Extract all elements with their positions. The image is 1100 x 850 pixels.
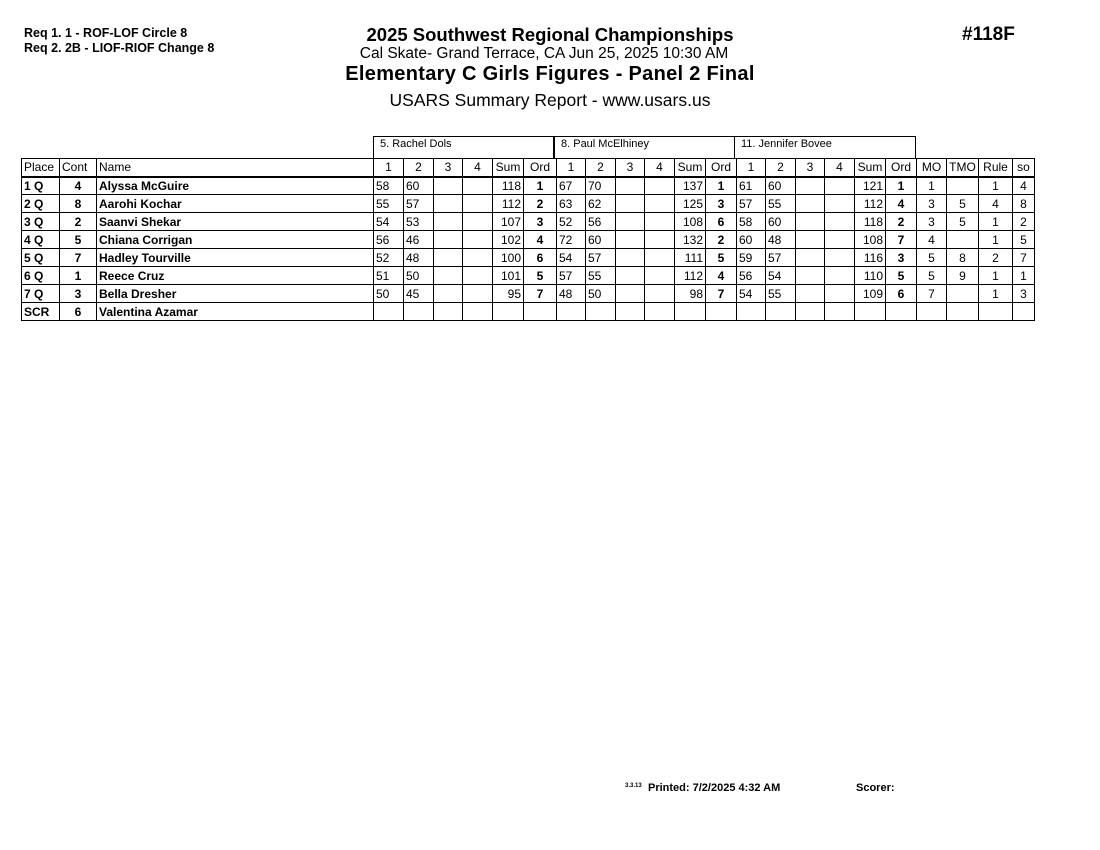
judge-3-sum-cell: 109: [855, 285, 886, 303]
judge-2-score-2-cell: 60: [586, 231, 616, 249]
skater-name-cell: Aarohi Kochar: [97, 195, 374, 213]
place-cell: 5 Q: [22, 249, 60, 267]
tmo-cell: 5: [947, 195, 979, 213]
contestant-number-cell: 1: [60, 267, 97, 285]
skater-name-cell: Chiana Corrigan: [97, 231, 374, 249]
judge-1-ordinal-cell: 2: [524, 195, 557, 213]
place-cell: 7 Q: [22, 285, 60, 303]
so-cell: 3: [1013, 285, 1035, 303]
judge-3-score-3-cell: [796, 195, 825, 213]
judge-1-score-2-cell: 46: [404, 231, 434, 249]
judge-1-score-4-cell: [463, 177, 493, 195]
judge-3-sum-cell: 121: [855, 177, 886, 195]
judge-1-score-4-cell: [463, 195, 493, 213]
col-j3-ord: Ord: [886, 159, 917, 177]
col-j3-s3: 3: [796, 159, 825, 177]
judge-3-score-4-cell: [825, 303, 855, 321]
judge-3-score-2-cell: 60: [766, 213, 796, 231]
so-cell: 2: [1013, 213, 1035, 231]
col-j1-s2: 2: [404, 159, 434, 177]
rule-cell: 1: [979, 177, 1013, 195]
judge-1-score-3-cell: [434, 177, 463, 195]
tmo-cell: [947, 303, 979, 321]
judge-1-ordinal-cell: 6: [524, 249, 557, 267]
printed-timestamp: Printed: 7/2/2025 4:32 AM: [648, 782, 781, 794]
judge-1-score-3-cell: [434, 213, 463, 231]
mo-cell: 7: [917, 285, 947, 303]
rule-cell: 2: [979, 249, 1013, 267]
judge-3-score-2-cell: 55: [766, 285, 796, 303]
judge-3-score-3-cell: [796, 249, 825, 267]
event-number: #118F: [962, 24, 1015, 45]
rule-cell: 1: [979, 285, 1013, 303]
judge-2-score-4-cell: [645, 213, 675, 231]
requirement-2: Req 2. 2B - LIOF-RIOF Change 8: [24, 41, 215, 55]
judge-1-ordinal-cell: [524, 303, 557, 321]
table-row: [22, 231, 1035, 249]
col-j2-sum: Sum: [675, 159, 706, 177]
mo-cell: 4: [917, 231, 947, 249]
event-title: Elementary C Girls Figures - Panel 2 Final: [345, 63, 755, 85]
judge-3-ordinal-cell: 4: [886, 195, 917, 213]
skater-name-cell: Saanvi Shekar: [97, 213, 374, 231]
judge-3-name: 11. Jennifer Bovee: [734, 136, 916, 158]
col-j3-s1: 1: [737, 159, 766, 177]
judge-2-sum-cell: 98: [675, 285, 706, 303]
col-j3-s2: 2: [766, 159, 796, 177]
judge-2-score-2-cell: 70: [586, 177, 616, 195]
col-j2-s4: 4: [645, 159, 675, 177]
judge-1-score-2-cell: 53: [404, 213, 434, 231]
judge-2-score-1-cell: 57: [557, 267, 586, 285]
judge-3-sum-cell: 116: [855, 249, 886, 267]
col-j1-s1: 1: [374, 159, 404, 177]
judge-2-score-2-cell: 57: [586, 249, 616, 267]
judge-1-score-1-cell: 54: [374, 213, 404, 231]
judge-1-score-4-cell: [463, 213, 493, 231]
judge-2-sum-cell: 132: [675, 231, 706, 249]
judge-1-sum-cell: 101: [493, 267, 524, 285]
tmo-cell: 8: [947, 249, 979, 267]
judge-1-sum-cell: 107: [493, 213, 524, 231]
table-row: [22, 285, 1035, 303]
col-j2-s3: 3: [616, 159, 645, 177]
judge-1-score-2-cell: [404, 303, 434, 321]
judge-2-score-2-cell: 55: [586, 267, 616, 285]
tmo-cell: [947, 285, 979, 303]
col-j2-s2: 2: [586, 159, 616, 177]
skater-name-cell: Hadley Tourville: [97, 249, 374, 267]
judge-3-score-4-cell: [825, 213, 855, 231]
judge-1-score-1-cell: 51: [374, 267, 404, 285]
contestant-number-cell: 6: [60, 303, 97, 321]
judge-2-score-2-cell: [586, 303, 616, 321]
col-j2-s1: 1: [557, 159, 586, 177]
judge-3-score-3-cell: [796, 303, 825, 321]
scorer-label: Scorer:: [856, 782, 895, 794]
col-place: Place: [22, 159, 60, 177]
mo-cell: 3: [917, 213, 947, 231]
so-cell: 4: [1013, 177, 1035, 195]
col-tmo: TMO: [947, 159, 979, 177]
judge-2-sum-cell: 137: [675, 177, 706, 195]
judge-1-sum-cell: 112: [493, 195, 524, 213]
judge-2-score-4-cell: [645, 249, 675, 267]
judge-2-score-1-cell: 72: [557, 231, 586, 249]
judge-1-score-3-cell: [434, 195, 463, 213]
judge-1-score-2-cell: 60: [404, 177, 434, 195]
contestant-number-cell: 7: [60, 249, 97, 267]
judge-2-name: 8. Paul McElhiney: [554, 136, 735, 158]
judge-1-sum-cell: 118: [493, 177, 524, 195]
judge-2-ordinal-cell: [706, 303, 737, 321]
so-cell: [1013, 303, 1035, 321]
mo-cell: 5: [917, 267, 947, 285]
judge-1-score-4-cell: [463, 249, 493, 267]
judge-3-score-1-cell: 57: [737, 195, 766, 213]
judge-3-ordinal-cell: 1: [886, 177, 917, 195]
judge-2-score-4-cell: [645, 285, 675, 303]
judge-3-score-2-cell: [766, 303, 796, 321]
col-so: so: [1013, 159, 1035, 177]
col-j1-s3: 3: [434, 159, 463, 177]
judge-3-score-3-cell: [796, 231, 825, 249]
col-j2-ord: Ord: [706, 159, 737, 177]
mo-cell: 5: [917, 249, 947, 267]
place-cell: 4 Q: [22, 231, 60, 249]
judge-2-score-3-cell: [616, 267, 645, 285]
so-cell: 8: [1013, 195, 1035, 213]
judge-2-score-3-cell: [616, 195, 645, 213]
judge-3-score-2-cell: 55: [766, 195, 796, 213]
judge-1-score-2-cell: 45: [404, 285, 434, 303]
col-cont: Cont: [60, 159, 97, 177]
judge-1-score-3-cell: [434, 303, 463, 321]
so-cell: 5: [1013, 231, 1035, 249]
header-row: [22, 159, 1035, 177]
judge-3-score-4-cell: [825, 195, 855, 213]
judge-2-score-1-cell: [557, 303, 586, 321]
judge-1-score-2-cell: 57: [404, 195, 434, 213]
judge-2-score-4-cell: [645, 177, 675, 195]
judge-1-ordinal-cell: 5: [524, 267, 557, 285]
place-cell: 3 Q: [22, 213, 60, 231]
rule-cell: 1: [979, 231, 1013, 249]
judge-2-score-1-cell: 67: [557, 177, 586, 195]
judge-1-score-3-cell: [434, 231, 463, 249]
col-j1-s4: 4: [463, 159, 493, 177]
judge-3-score-3-cell: [796, 285, 825, 303]
contestant-number-cell: 3: [60, 285, 97, 303]
contestant-number-cell: 4: [60, 177, 97, 195]
judge-2-score-1-cell: 63: [557, 195, 586, 213]
judge-3-score-1-cell: [737, 303, 766, 321]
judge-1-name: 5. Rachel Dols: [373, 136, 554, 158]
judge-3-score-1-cell: 61: [737, 177, 766, 195]
judge-1-score-3-cell: [434, 285, 463, 303]
judge-1-sum-cell: [493, 303, 524, 321]
judge-3-score-4-cell: [825, 285, 855, 303]
judge-1-sum-cell: 95: [493, 285, 524, 303]
judge-2-score-1-cell: 52: [557, 213, 586, 231]
table-row: [22, 249, 1035, 267]
judge-2-sum-cell: 108: [675, 213, 706, 231]
judge-1-score-1-cell: 52: [374, 249, 404, 267]
judge-2-ordinal-cell: 1: [706, 177, 737, 195]
mo-cell: [917, 303, 947, 321]
judge-1-score-1-cell: 50: [374, 285, 404, 303]
col-j3-sum: Sum: [855, 159, 886, 177]
judge-2-ordinal-cell: 2: [706, 231, 737, 249]
judge-2-sum-cell: 112: [675, 267, 706, 285]
judge-1-score-4-cell: [463, 303, 493, 321]
requirement-1: Req 1. 1 - ROF-LOF Circle 8: [24, 26, 188, 40]
judge-3-sum-cell: 110: [855, 267, 886, 285]
judge-1-score-3-cell: [434, 267, 463, 285]
judge-3-score-3-cell: [796, 267, 825, 285]
judge-2-score-1-cell: 48: [557, 285, 586, 303]
judge-1-score-1-cell: [374, 303, 404, 321]
skater-name-cell: Reece Cruz: [97, 267, 374, 285]
contestant-number-cell: 5: [60, 231, 97, 249]
judge-3-ordinal-cell: 3: [886, 249, 917, 267]
judge-2-sum-cell: 125: [675, 195, 706, 213]
judge-2-score-4-cell: [645, 231, 675, 249]
judge-3-ordinal-cell: 6: [886, 285, 917, 303]
col-j1-ord: Ord: [524, 159, 557, 177]
place-cell: SCR: [22, 303, 60, 321]
judge-1-ordinal-cell: 4: [524, 231, 557, 249]
judge-2-score-3-cell: [616, 249, 645, 267]
table-row: [22, 213, 1035, 231]
place-cell: 2 Q: [22, 195, 60, 213]
judge-3-sum-cell: 112: [855, 195, 886, 213]
results-table: [21, 158, 1035, 321]
col-j3-s4: 4: [825, 159, 855, 177]
judge-2-score-3-cell: [616, 231, 645, 249]
judge-3-score-1-cell: 60: [737, 231, 766, 249]
table-row: [22, 177, 1035, 195]
so-cell: 7: [1013, 249, 1035, 267]
tmo-cell: 5: [947, 213, 979, 231]
judge-1-score-4-cell: [463, 231, 493, 249]
mo-cell: 3: [917, 195, 947, 213]
judge-1-ordinal-cell: 7: [524, 285, 557, 303]
col-mo: MO: [917, 159, 947, 177]
judge-2-ordinal-cell: 4: [706, 267, 737, 285]
judge-3-ordinal-cell: [886, 303, 917, 321]
judge-3-score-1-cell: 58: [737, 213, 766, 231]
judge-3-score-3-cell: [796, 177, 825, 195]
judge-3-score-1-cell: 59: [737, 249, 766, 267]
place-cell: 6 Q: [22, 267, 60, 285]
judge-3-score-2-cell: 60: [766, 177, 796, 195]
contestant-number-cell: 8: [60, 195, 97, 213]
competition-title: 2025 Southwest Regional Championships: [366, 24, 734, 45]
judge-2-score-2-cell: 62: [586, 195, 616, 213]
tmo-cell: [947, 177, 979, 195]
judge-1-score-2-cell: 50: [404, 267, 434, 285]
judge-2-score-2-cell: 50: [586, 285, 616, 303]
judge-1-score-4-cell: [463, 267, 493, 285]
so-cell: 1: [1013, 267, 1035, 285]
rule-cell: 4: [979, 195, 1013, 213]
tmo-cell: 9: [947, 267, 979, 285]
judge-3-score-3-cell: [796, 213, 825, 231]
judge-3-ordinal-cell: 2: [886, 213, 917, 231]
judge-3-sum-cell: [855, 303, 886, 321]
judge-3-score-4-cell: [825, 267, 855, 285]
judge-2-score-3-cell: [616, 303, 645, 321]
judge-2-score-3-cell: [616, 285, 645, 303]
contestant-number-cell: 2: [60, 213, 97, 231]
skater-name-cell: Valentina Azamar: [97, 303, 374, 321]
software-version: 3.3.13: [625, 783, 642, 789]
judge-3-score-4-cell: [825, 177, 855, 195]
judge-3-score-4-cell: [825, 249, 855, 267]
col-rule: Rule: [979, 159, 1013, 177]
judge-1-score-1-cell: 58: [374, 177, 404, 195]
judge-2-ordinal-cell: 3: [706, 195, 737, 213]
rule-cell: 1: [979, 267, 1013, 285]
judge-3-ordinal-cell: 7: [886, 231, 917, 249]
judge-3-score-4-cell: [825, 231, 855, 249]
judge-2-score-1-cell: 54: [557, 249, 586, 267]
report-title: USARS Summary Report - www.usars.us: [389, 90, 711, 110]
judge-1-ordinal-cell: 3: [524, 213, 557, 231]
judge-3-sum-cell: 108: [855, 231, 886, 249]
judge-3-score-2-cell: 54: [766, 267, 796, 285]
rule-cell: 1: [979, 213, 1013, 231]
judge-1-score-3-cell: [434, 249, 463, 267]
judge-3-score-1-cell: 54: [737, 285, 766, 303]
judge-2-sum-cell: 111: [675, 249, 706, 267]
col-j1-sum: Sum: [493, 159, 524, 177]
col-name: Name: [97, 159, 374, 177]
judge-1-score-1-cell: 55: [374, 195, 404, 213]
judge-2-score-3-cell: [616, 213, 645, 231]
judge-1-score-2-cell: 48: [404, 249, 434, 267]
judge-2-score-4-cell: [645, 303, 675, 321]
judge-2-ordinal-cell: 5: [706, 249, 737, 267]
skater-name-cell: Alyssa McGuire: [97, 177, 374, 195]
judge-2-score-2-cell: 56: [586, 213, 616, 231]
judge-1-sum-cell: 100: [493, 249, 524, 267]
venue-date: Cal Skate- Grand Terrace, CA Jun 25, 2025 10:30 AM: [359, 45, 729, 62]
judge-2-ordinal-cell: 6: [706, 213, 737, 231]
tmo-cell: [947, 231, 979, 249]
mo-cell: 1: [917, 177, 947, 195]
judge-1-score-1-cell: 56: [374, 231, 404, 249]
judge-3-score-2-cell: 48: [766, 231, 796, 249]
place-cell: 1 Q: [22, 177, 60, 195]
judge-3-ordinal-cell: 5: [886, 267, 917, 285]
judge-3-score-1-cell: 56: [737, 267, 766, 285]
judge-3-sum-cell: 118: [855, 213, 886, 231]
table-row: [22, 267, 1035, 285]
judge-3-score-2-cell: 57: [766, 249, 796, 267]
judge-1-sum-cell: 102: [493, 231, 524, 249]
judge-2-score-3-cell: [616, 177, 645, 195]
judge-2-score-4-cell: [645, 267, 675, 285]
judge-1-ordinal-cell: 1: [524, 177, 557, 195]
judge-2-sum-cell: [675, 303, 706, 321]
table-row: [22, 195, 1035, 213]
judge-1-score-4-cell: [463, 285, 493, 303]
judge-2-ordinal-cell: 7: [706, 285, 737, 303]
skater-name-cell: Bella Dresher: [97, 285, 374, 303]
rule-cell: [979, 303, 1013, 321]
judge-2-score-4-cell: [645, 195, 675, 213]
table-row: [22, 303, 1035, 321]
